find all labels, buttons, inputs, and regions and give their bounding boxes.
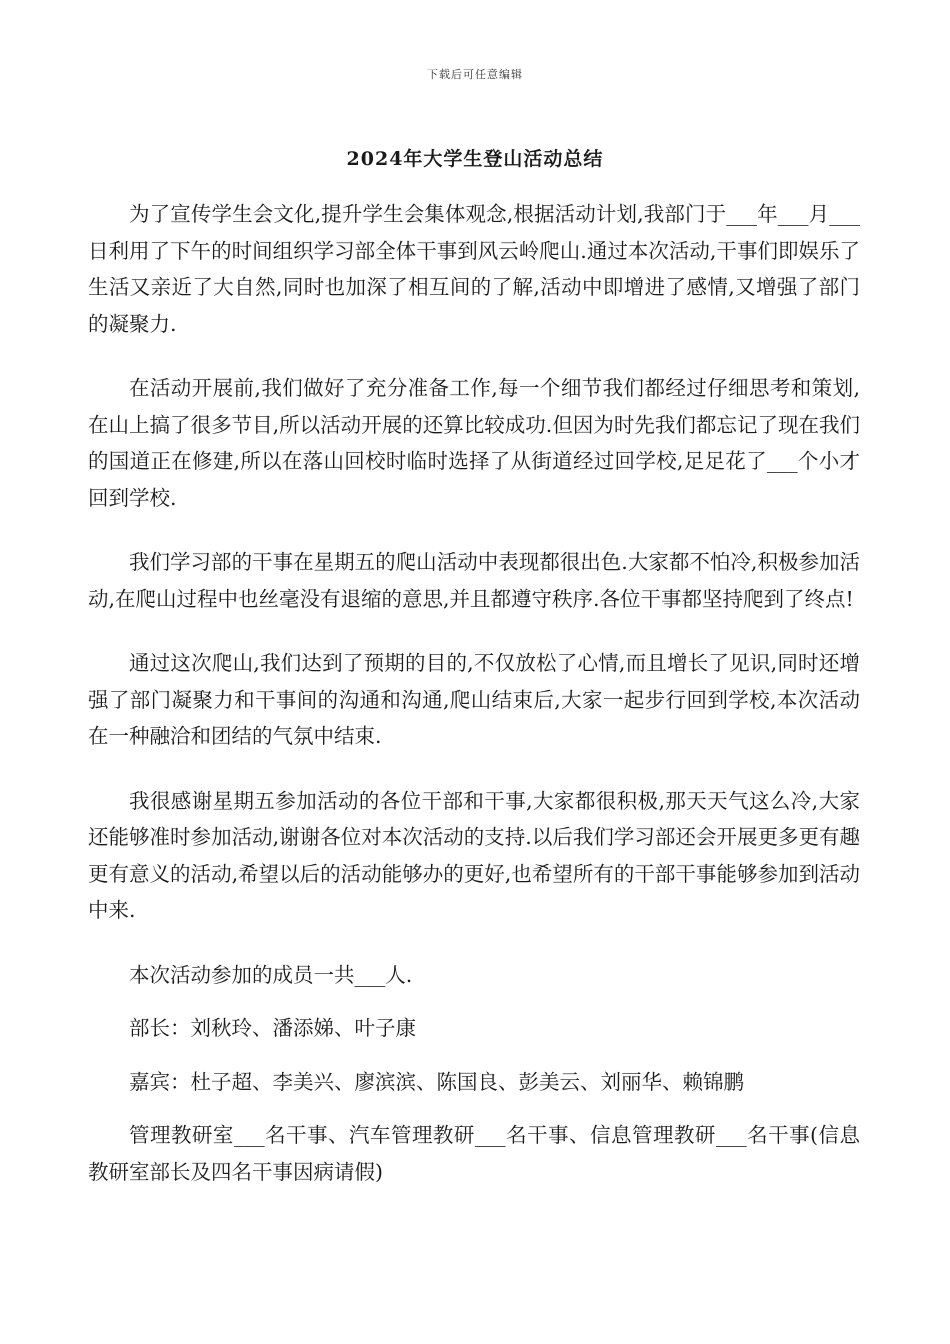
paragraph-thanks: 我很感谢星期五参加活动的各位干部和干事,大家都很积极,那天天气这么冷,大家还能够准时参加活动,谢谢各位对本次活动的支持.以后我们学习部还会开展更多更有趣更有意义的活动,希望以后的活动能够办的更好,也希望所有的干部干事能够参加到活动中来. — [88, 788, 860, 922]
document-body — [88, 196, 860, 1190]
document-title: 2024年大学生登山活动总结 — [346, 148, 604, 170]
paragraph-ministers: 部长：刘秋玲、潘添娣、叶子康 — [129, 1016, 416, 1040]
paragraph-departments: 管理教研室___名干事、汽车管理教研___名干事、信息管理教研___名干事(信息教研室部长及四名干事因病请假) — [88, 1123, 860, 1184]
paragraph-intro: 为了宣传学生会文化,提升学生会集体观念,根据活动计划,我部门于___年___月___日利用了下午的时间组织学习部全体干事到风云岭爬山.通过本次活动,干事们即娱乐了生活又亲近了大自然,同时也加深了相互间的了解,活动中即增进了感情,又增强了部门的凝聚力. — [88, 202, 860, 336]
paragraph-outcome: 通过这次爬山,我们达到了预期的目的,不仅放松了心情,而且增长了见识,同时还增强了部门凝聚力和干事间的沟通和沟通,爬山结束后,大家一起步行回到学校,本次活动在一种融洽和团结的气氛中结束. — [88, 651, 860, 748]
paragraph-performance: 我们学习部的干事在星期五的爬山活动中表现都很出色.大家都不怕冷,积极参加活动,在爬山过程中也丝毫没有退缩的意思,并且都遵守秩序.各位干事都坚持爬到了终点! — [88, 550, 860, 611]
paragraph-member-count: 本次活动参加的成员一共___人. — [129, 962, 413, 987]
header-note: 下载后可任意编辑 — [427, 68, 523, 81]
paragraph-guests: 嘉宾：杜子超、李美兴、廖滨滨、陈国良、彭美云、刘丽华、赖锦鹏 — [129, 1069, 744, 1094]
paragraph-preparation: 在活动开展前,我们做好了充分准备工作,每一个细节我们都经过仔细思考和策划,在山上搞了很多节目,所以活动开展的还算比较成功.但因为时先我们都忘记了现在我们的国道正在修建,所以在落山回校时临时选择了从街道经过回学校,足足花了___个小才回到学校. — [88, 376, 860, 510]
